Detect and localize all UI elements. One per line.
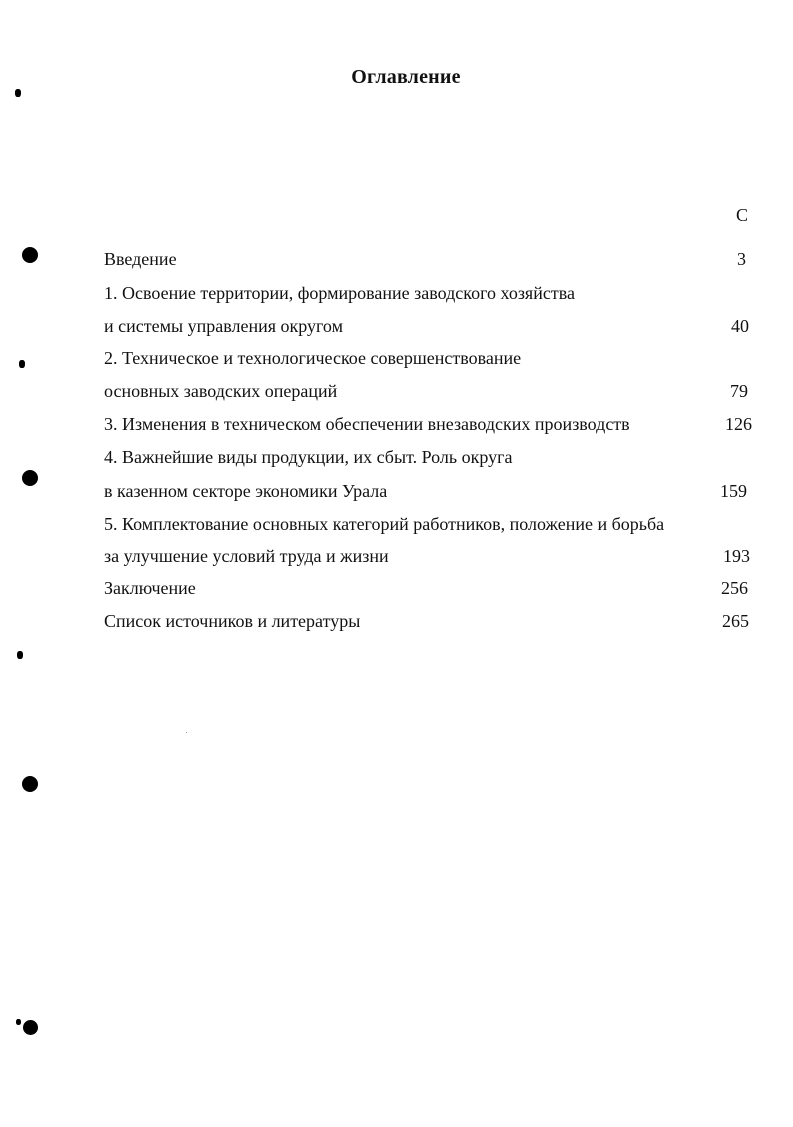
toc-entry-chapter-1: 1. Освоение территории, формирование заводского хозяйства	[104, 283, 575, 303]
toc-entry-bibliography: Список источников и литературы	[104, 611, 361, 631]
toc-entry-chapter-4: 4. Важнейшие виды продукции, их сбыт. Роль округа	[104, 447, 513, 467]
toc-entry-chapter-5-cont: за улучшение условий труда и жизни	[104, 546, 389, 566]
page-column-label: С	[736, 205, 749, 225]
toc-page-number: 265	[722, 611, 749, 631]
toc-entry-chapter-4-cont: в казенном секторе экономики Урала	[104, 481, 388, 501]
toc-page-number: 79	[730, 381, 748, 401]
toc-page-number: 256	[721, 578, 748, 598]
toc-page-number: 159	[720, 481, 747, 501]
toc-entry-chapter-3: 3. Изменения в техническом обеспечении внезаводских производств	[104, 414, 630, 434]
toc-entry-conclusion: Заключение	[104, 578, 196, 598]
page-title: Оглавление	[351, 66, 461, 88]
toc-page-number: 40	[731, 316, 749, 336]
toc-entry-chapter-1-cont: и системы управления округом	[104, 316, 343, 336]
toc-entry-chapter-2: 2. Техническое и технологическое совершенствование	[104, 348, 522, 368]
toc-page-number: 193	[723, 546, 750, 566]
toc-page-number: 126	[725, 414, 752, 434]
toc-entry-chapter-5: 5. Комплектование основных категорий работников, положение и борьба	[104, 514, 665, 534]
toc-entry-introduction: Введение	[104, 249, 177, 269]
toc-page-number: 3	[737, 249, 746, 269]
toc-entry-chapter-2-cont: основных заводских операций	[104, 381, 338, 401]
